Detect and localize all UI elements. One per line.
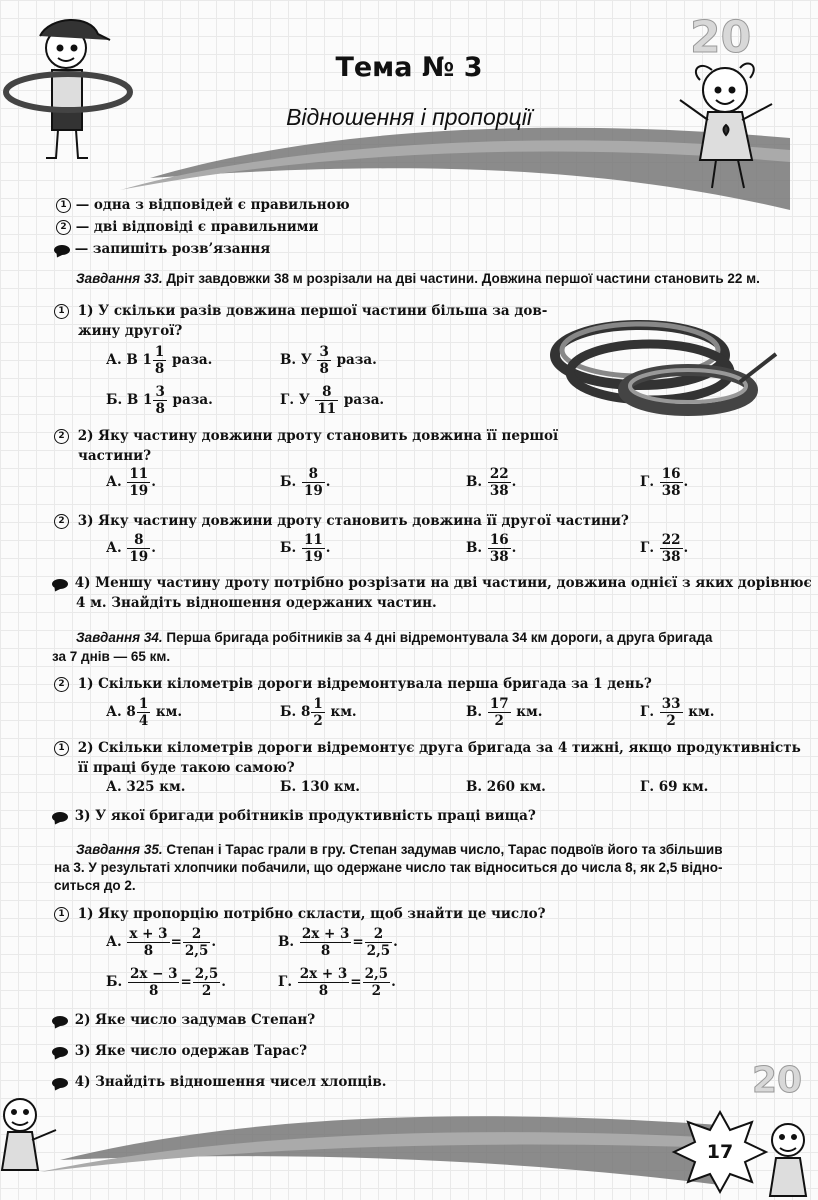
task33-q2: 2 2) Яку частину довжини дроту становить довжина її першої частини? bbox=[54, 426, 558, 466]
task34-q1-option-b[interactable]: Б. 8 $\frac{1}{2}$ км. bbox=[280, 696, 357, 729]
task34-q2-option-b[interactable]: Б. 130 км. bbox=[280, 779, 360, 795]
task33-q3-option-v[interactable]: В. $\frac{16}{38}$ . bbox=[466, 532, 517, 565]
legend-write-solution: — запишіть розв’язання bbox=[54, 241, 270, 257]
task34-heading: Завдання 34. Перша бригада робітників за 4 дні відремонтувала 34 км дороги, а друга бригада за 7 днів — 65 км. bbox=[52, 630, 713, 664]
task33-q4: 4) Меншу частину дроту потрібно розрізати на дві частини, довжина однієї з яких дорівнює 4 м. Знайдіть відношення одержаних частин. bbox=[52, 573, 812, 613]
two-correct-icon: 2 bbox=[54, 514, 69, 529]
one-correct-icon: 1 bbox=[54, 304, 69, 319]
task33-q3-option-g[interactable]: Г. $\frac{22}{38}$ . bbox=[640, 532, 689, 565]
task34-q3: 3) У якої бригади робітників продуктивність праці вища? bbox=[52, 806, 536, 826]
task35-q2: 2) Яке число задумав Степан? bbox=[52, 1010, 315, 1030]
task35-q1-option-g[interactable]: Г. $\frac{2x + 3}{8}$ = $\frac{2,5}{2}$ . bbox=[278, 966, 396, 999]
task33-q2-option-g[interactable]: Г. $\frac{16}{38}$ . bbox=[640, 466, 689, 499]
task34-q1-option-a[interactable]: А. 8 $\frac{1}{4}$ км. bbox=[106, 696, 183, 729]
task35-q1-option-b[interactable]: Б. $\frac{2x - 3}{8}$ = $\frac{2,5}{2}$ . bbox=[106, 966, 226, 999]
task34-q1: 2 1) Скільки кілометрів дороги відремонтувала перша бригада за 1 день? bbox=[54, 674, 652, 694]
task33-heading bbox=[76, 271, 760, 286]
task33-q3-option-b[interactable]: Б. $\frac{11}{19}$ . bbox=[280, 532, 331, 565]
speech-bubble-icon bbox=[52, 579, 68, 589]
task33-q2-option-b[interactable]: Б. $\frac{8}{19}$ . bbox=[280, 466, 331, 499]
girl-bottom-illustration bbox=[2, 1099, 56, 1170]
task34-q2-option-g[interactable]: Г. 69 км. bbox=[640, 779, 709, 795]
two-correct-icon: 2 bbox=[56, 220, 71, 235]
task33-text: Дріт завдовжки 38 м розрізали на дві частини. Довжина першої частини становить 22 м. bbox=[166, 271, 760, 286]
page-number: 17 bbox=[706, 1141, 734, 1163]
boy-bottom-illustration bbox=[752, 1060, 806, 1196]
boy-illustration bbox=[6, 20, 130, 158]
task35-heading: Завдання 35. Степан і Тарас грали в гру. Степан задумав число, Тарас подвоїв його та збільшив на 3. У результаті хлопчики побачили, що одержане число так відноситься до числа 8, як 2,5 відно- ситься до 2. bbox=[54, 842, 723, 893]
task34-q2-option-v[interactable]: В. 260 км. bbox=[466, 779, 546, 795]
task33-q1-option-g[interactable]: Г. У $\frac{8}{11}$ раза. bbox=[280, 384, 385, 417]
task35-q1-option-v[interactable]: В. $\frac{2x + 3}{8}$ = $\frac{2}{2,5}$ . bbox=[278, 926, 398, 959]
one-correct-icon: 1 bbox=[56, 198, 71, 213]
one-correct-icon: 1 bbox=[54, 907, 69, 922]
task35-q1-option-a[interactable]: А. $\frac{x + 3}{8}$ = $\frac{2}{2,5}$ . bbox=[106, 926, 217, 959]
task33-q1: 1 1) У скільки разів довжина першої частини більша за дов- жину другої? bbox=[54, 301, 547, 341]
legend-two-correct: 2 — дві відповіді є правильними bbox=[56, 219, 319, 235]
task34-label: Завдання 34. bbox=[76, 630, 163, 645]
task34-q1-option-g[interactable]: Г. $\frac{33}{2}$ км. bbox=[640, 696, 715, 729]
task35-q1: 1 1) Яку пропорцію потрібно скласти, щоб знайти це число? bbox=[54, 904, 546, 924]
task33-q3: 2 3) Яку частину довжини дроту становить довжина її другої частини? bbox=[54, 511, 629, 531]
topic-subtitle: Відношення і пропорції bbox=[286, 104, 532, 130]
task34-q1-option-v[interactable]: В. $\frac{17}{2}$ км. bbox=[466, 696, 543, 729]
task35-label: Завдання 35. bbox=[76, 842, 163, 857]
task33-label: Завдання 33. bbox=[76, 271, 163, 286]
task33-q2-option-v[interactable]: В. $\frac{22}{38}$ . bbox=[466, 466, 517, 499]
task34-q2-option-a[interactable]: А. 325 км. bbox=[106, 779, 186, 795]
task33-q1-option-v[interactable]: В. У $\frac{3}{8}$ раза. bbox=[280, 344, 377, 377]
one-correct-icon: 1 bbox=[54, 741, 69, 756]
two-correct-icon: 2 bbox=[54, 677, 69, 692]
task33-q2-option-a[interactable]: А. $\frac{11}{19}$ . bbox=[106, 466, 156, 499]
speech-bubble-icon bbox=[52, 1047, 68, 1057]
speech-bubble-icon bbox=[52, 1078, 68, 1088]
wire-coil-image bbox=[555, 324, 776, 410]
task34-q2: 1 2) Скільки кілометрів дороги відремонтує друга бригада за 4 тижні, якщо продуктивність її праці буде такою самою? bbox=[54, 738, 801, 778]
task35-q3: 3) Яке число одержав Тарас? bbox=[52, 1041, 307, 1061]
task35-q4: 4) Знайдіть відношення чисел хлопців. bbox=[52, 1072, 386, 1092]
topic-title: Тема № 3 bbox=[335, 52, 483, 83]
task33-q1-option-b[interactable]: Б. В 1 $\frac{3}{8}$ раза. bbox=[106, 384, 213, 417]
footer-swoosh bbox=[60, 1116, 720, 1185]
legend-one-correct: 1 — одна з відповідей є правильною bbox=[56, 197, 350, 213]
svg-text:20: 20 bbox=[752, 1060, 803, 1101]
task33-q1-option-a[interactable]: А. В 1 $\frac{1}{8}$ раза. bbox=[106, 344, 213, 377]
svg-text:20: 20 bbox=[690, 12, 752, 63]
task33-q3-option-a[interactable]: А. $\frac{8}{19}$ . bbox=[106, 532, 156, 565]
two-correct-icon: 2 bbox=[54, 429, 69, 444]
speech-bubble-icon bbox=[54, 245, 70, 255]
speech-bubble-icon bbox=[52, 1016, 68, 1026]
speech-bubble-icon bbox=[52, 812, 68, 822]
